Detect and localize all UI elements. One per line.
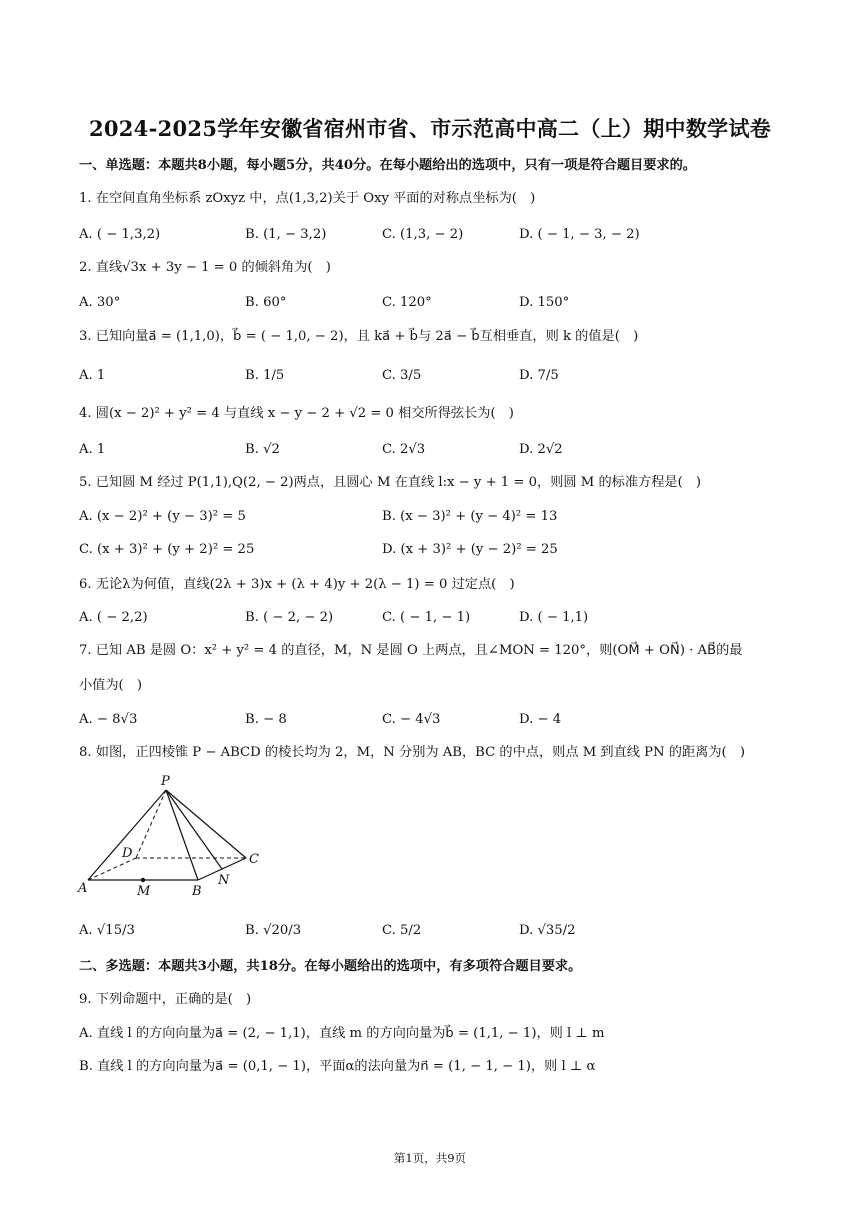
question-6-option-a: A. ( − 2,2) [79, 610, 148, 625]
question-6-option-b: B. ( − 2, − 2) [245, 610, 334, 625]
question-7-option-c: C. − 4√3 [382, 712, 441, 727]
question-6-stem: 6. 无论λ为何值，直线(2λ + 3)x + (λ + 4)y + 2(λ − 1) = 0 过定点( ) [79, 577, 515, 592]
question-6-option-c: C. ( − 1, − 1) [382, 610, 471, 625]
label-p: P [161, 774, 170, 789]
question-8-option-b: B. √20/3 [245, 923, 302, 938]
question-7-option-b: B. − 8 [245, 712, 287, 727]
question-5-option-c: C. (x + 3)² + (y + 2)² = 25 [79, 542, 255, 557]
pyramid-figure [76, 772, 276, 902]
label-n: N [218, 873, 230, 888]
page-footer: 第1页，共9页 [393, 1151, 467, 1165]
edge-ad-hidden [88, 858, 136, 880]
question-8-stem: 8. 如图，正四棱锥 P − ABCD 的棱长均为 2，M，N 分别为 AB，BC 的中点，则点 M 到直线 PN 的距离为( ) [79, 745, 745, 760]
question-3-option-a: A. 1 [79, 368, 106, 383]
question-3-option-d: D. 7/5 [519, 368, 559, 383]
question-9-option-a: A. 直线 l 的方向向量为a⃗ = (2, − 1,1)，直线 m 的方向向量为b⃗ = (1,1, − 1)，则 l ⊥ m [79, 1026, 605, 1041]
question-7-stem-continued: 小值为( ) [79, 678, 143, 693]
question-2-stem: 2. 直线√3x + 3y − 1 = 0 的倾斜角为( ) [79, 260, 331, 275]
question-4-option-b: B. √2 [245, 442, 280, 457]
question-2-option-a: A. 30° [79, 295, 121, 310]
point-m-dot [141, 878, 145, 882]
question-4-option-a: A. 1 [79, 442, 106, 457]
label-d: D [122, 846, 133, 861]
question-2-option-b: B. 60° [245, 295, 287, 310]
page-title: 2024-2025学年安徽省宿州市省、市示范高中高二（上）期中数学试卷 [88, 116, 772, 141]
question-3-option-b: B. 1/5 [245, 368, 285, 383]
question-5-option-a: A. (x − 2)² + (y − 3)² = 5 [79, 509, 246, 524]
question-7-stem: 7. 已知 AB 是圆 O：x² + y² = 4 的直径，M，N 是圆 O 上两点，且∠MON = 120°，则(OM⃗ + ON⃗) · AB⃗的最 [79, 643, 743, 658]
label-a: A [78, 881, 88, 896]
question-1-option-c: C. (1,3, − 2) [382, 227, 464, 242]
question-5-stem: 5. 已知圆 M 经过 P(1,1),Q(2, − 2)两点，且圆心 M 在直线 l:x − y + 1 = 0，则圆 M 的标准方程是( ) [79, 475, 702, 490]
question-7-option-a: A. − 8√3 [79, 712, 138, 727]
question-8-option-a: A. √15/3 [79, 923, 135, 938]
question-3-option-c: C. 3/5 [382, 368, 422, 383]
question-8-option-c: C. 5/2 [382, 923, 422, 938]
question-4-stem: 4. 圆(x − 2)² + y² = 4 与直线 x − y − 2 + √2 = 0 相交所得弦长为( ) [79, 406, 514, 421]
question-9-option-b: B. 直线 l 的方向向量为a⃗ = (0,1, − 1)，平面α的法向量为n⃗ = (1, − 1, − 1)，则 l ⊥ α [79, 1059, 596, 1074]
question-4-option-d: D. 2√2 [519, 442, 563, 457]
section-single-choice-header: 一、单选题：本题共8小题，每小题5分，共40分。在每小题给出的选项中，只有一项是符合题目要求的。 [79, 158, 696, 173]
question-8-option-d: D. √35/2 [519, 923, 576, 938]
question-5-option-b: B. (x − 3)² + (y − 4)² = 13 [382, 509, 558, 524]
question-1-option-d: D. ( − 1, − 3, − 2) [519, 227, 640, 242]
question-2-option-d: D. 150° [519, 295, 570, 310]
question-1-stem: 1. 在空间直角坐标系 zOxyz 中，点(1,3,2)关于 Oxy 平面的对称点坐标为( ) [79, 191, 536, 206]
question-4-option-c: C. 2√3 [382, 442, 426, 457]
label-b: B [192, 884, 202, 899]
label-m: M [137, 884, 151, 899]
question-7-option-d: D. − 4 [519, 712, 562, 727]
section-multi-choice-header: 二、多选题：本题共3小题，共18分。在每小题给出的选项中，有多项符合题目要求。 [79, 959, 582, 974]
edge-pd-hidden [136, 790, 166, 858]
segment-pn [166, 790, 222, 869]
question-2-option-c: C. 120° [382, 295, 432, 310]
edge-pa [88, 790, 166, 880]
question-1-option-a: A. ( − 1,3,2) [79, 227, 161, 242]
question-9-stem: 9. 下列命题中，正确的是( ) [79, 992, 252, 1007]
question-5-option-d: D. (x + 3)² + (y − 2)² = 25 [382, 542, 558, 557]
question-3-stem: 3. 已知向量a⃗ = (1,1,0)，b⃗ = ( − 1,0, − 2)，且 ka⃗ + b⃗与 2a⃗ − b⃗互相垂直，则 k 的值是( ) [79, 329, 639, 344]
question-1-option-b: B. (1, − 3,2) [245, 227, 327, 242]
question-6-option-d: D. ( − 1,1) [519, 610, 589, 625]
label-c: C [249, 852, 259, 867]
